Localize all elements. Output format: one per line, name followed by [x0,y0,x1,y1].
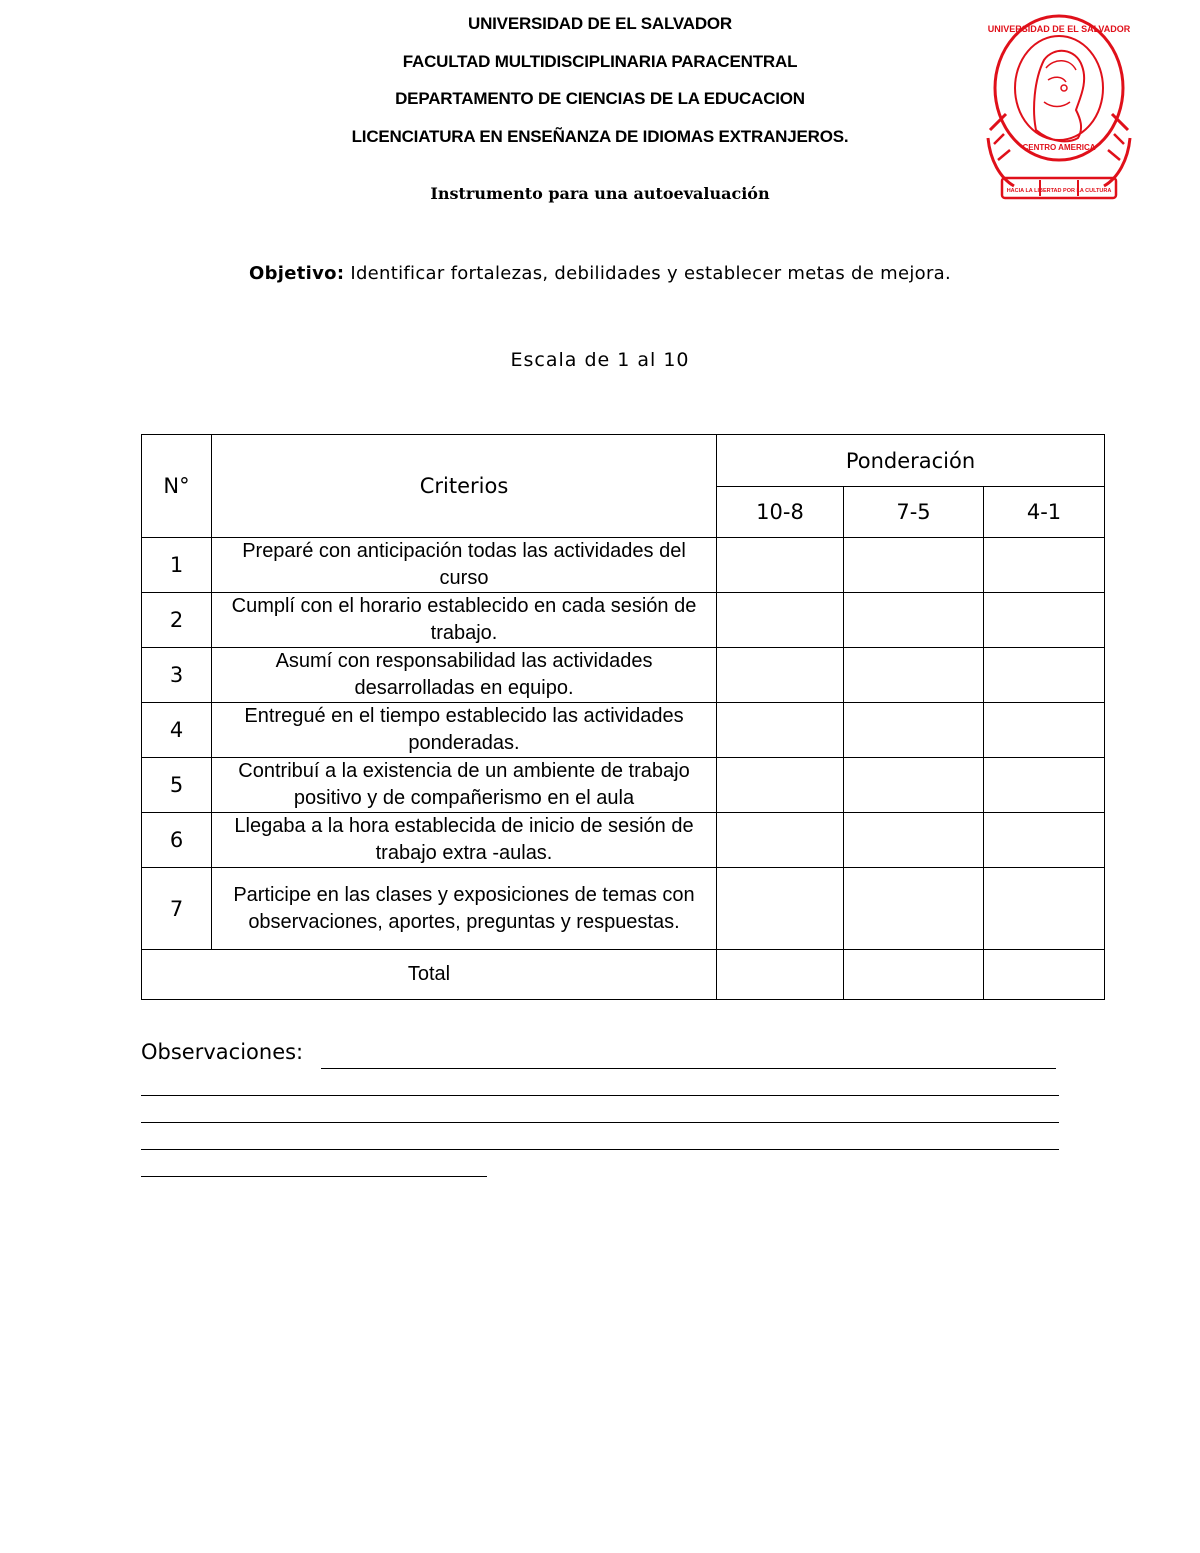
observations-line[interactable] [321,1068,1056,1069]
header-criteria: Criterios [212,435,717,538]
score-cell-high[interactable] [717,593,844,648]
observations-label: Observaciones: [141,1040,304,1064]
criterion-text: Entregué en el tiempo establecido las actividades ponderadas. [212,703,717,758]
observations-line[interactable] [141,1176,487,1177]
table-row [142,703,1105,758]
score-cell-low[interactable] [984,538,1105,593]
header-range-high: 10-8 [717,487,844,538]
table-row [142,868,1105,950]
score-cell-low[interactable] [984,648,1105,703]
department-name: DEPARTAMENTO DE CIENCIAS DE LA EDUCACION [395,89,805,108]
scale-caption: Escala de 1 al 10 [510,349,690,371]
header-weighting: Ponderación [717,435,1105,487]
table-row [142,758,1105,813]
header-range-low: 4-1 [984,487,1105,538]
observations-line[interactable] [141,1149,1059,1150]
criterion-text: Contribuí a la existencia de un ambiente de trabajo positivo y de compañerismo en el aula [212,758,717,813]
score-cell-high[interactable] [717,703,844,758]
score-cell-high[interactable] [717,648,844,703]
score-cell-low[interactable] [984,868,1105,950]
score-cell-high[interactable] [717,538,844,593]
score-cell-mid[interactable] [844,703,984,758]
total-cell-mid[interactable] [844,950,984,1000]
observations-line[interactable] [141,1122,1059,1123]
header-number: N° [142,435,212,538]
table-row [142,593,1105,648]
total-label: Total [142,950,717,1000]
faculty-name: FACULTAD MULTIDISCIPLINARIA PARACENTRAL [402,52,798,71]
instrument-title: Instrumento para una autoevaluación [430,184,770,203]
row-number: 2 [142,593,212,648]
svg-text:CENTRO AMERICA: CENTRO AMERICA [1022,143,1096,152]
row-number: 7 [142,868,212,950]
table-row [142,538,1105,593]
score-cell-low[interactable] [984,593,1105,648]
table-row [142,813,1105,868]
score-cell-low[interactable] [984,758,1105,813]
total-cell-high[interactable] [717,950,844,1000]
objective-label: Objetivo: [248,263,345,284]
header-range-mid: 7-5 [844,487,984,538]
criterion-text: Llegaba a la hora establecida de inicio de sesión de trabajo extra -aulas. [212,813,717,868]
svg-text:UNIVERSIDAD DE EL SALVADOR: UNIVERSIDAD DE EL SALVADOR [987,24,1131,34]
objective-body: Identificar fortalezas, debilidades y establecer metas de mejora. [344,263,952,284]
score-cell-mid[interactable] [844,648,984,703]
row-number: 6 [142,813,212,868]
degree-name: LICENCIATURA EN ENSEÑANZA DE IDIOMAS EXTRANJEROS. [351,127,849,146]
score-cell-high[interactable] [717,813,844,868]
score-cell-mid[interactable] [844,813,984,868]
criterion-text: Preparé con anticipación todas las actividades del curso [212,538,717,593]
criterion-text: Asumí con responsabilidad las actividades desarrolladas en equipo. [212,648,717,703]
total-cell-low[interactable] [984,950,1105,1000]
self-evaluation-table [141,434,1105,1000]
university-seal-logo [984,10,1134,200]
university-name: UNIVERSIDAD DE EL SALVADOR [468,14,732,33]
row-number: 1 [142,538,212,593]
score-cell-low[interactable] [984,813,1105,868]
score-cell-low[interactable] [984,703,1105,758]
criterion-text: Cumplí con el horario establecido en cada sesión de trabajo. [212,593,717,648]
row-number: 4 [142,703,212,758]
objective-text [0,263,1200,284]
score-cell-mid[interactable] [844,538,984,593]
score-cell-mid[interactable] [844,868,984,950]
observations-line[interactable] [141,1095,1059,1096]
table-row [142,648,1105,703]
criterion-text: Participe en las clases y exposiciones de temas con observaciones, aportes, preguntas y respuestas. [212,868,717,950]
total-row [142,950,1105,1000]
score-cell-high[interactable] [717,758,844,813]
svg-text:HACIA LA LIBERTAD POR LA CULTU: HACIA LA LIBERTAD POR LA CULTURA [1006,188,1112,194]
row-number: 5 [142,758,212,813]
score-cell-mid[interactable] [844,758,984,813]
score-cell-high[interactable] [717,868,844,950]
score-cell-mid[interactable] [844,593,984,648]
row-number: 3 [142,648,212,703]
